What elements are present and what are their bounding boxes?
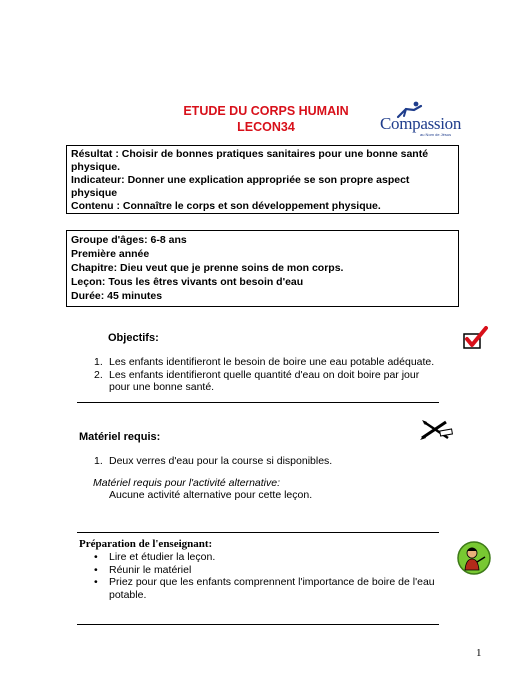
list-item: 2. Les enfants identifieront quelle quantité d'eau on doit boire par jour pour une bonne santé.	[94, 368, 420, 393]
logo-wordmark: Compassion	[380, 114, 462, 133]
compassion-logo	[380, 100, 475, 136]
logo-tagline: au Nom de Jésus	[420, 132, 452, 137]
lesson: Leçon: Tous les êtres vivants ont besoin d'eau	[71, 276, 304, 288]
list-item: • Lire et étudier la leçon.	[94, 551, 216, 563]
list-item: 1. Deux verres d'eau pour la course si disponibles.	[94, 455, 333, 467]
objectives-list	[94, 356, 444, 394]
title-line-2: LECON34	[237, 120, 295, 134]
alt-materials-text: Aucune activité alternative pour cette leçon.	[109, 489, 313, 501]
divider	[77, 532, 439, 533]
result-text: Résultat : Choisir de bonnes pratiques sanitaires pour une bonne santé physique.	[71, 148, 429, 173]
title-line-1: ETUDE DU CORPS HUMAIN	[183, 104, 349, 118]
checkmark-box-icon	[462, 326, 488, 352]
age-group: Groupe d'âges: 6-8 ans	[71, 234, 187, 246]
pencil-ruler-icon	[418, 418, 454, 442]
materials-heading: Matériel requis:	[79, 431, 161, 443]
list-item: • Réunir le matériel	[94, 563, 192, 576]
lesson-info-box	[66, 230, 459, 307]
teacher-icon	[456, 540, 492, 576]
list-item: 1. Les enfants identifieront le besoin de boire une eau potable adéquate.	[94, 356, 435, 368]
page-number: 1	[476, 647, 482, 659]
content-text: Contenu : Connaître le corps et son développement physique.	[71, 200, 381, 212]
alt-materials-heading: Matériel requis pour l'activité alternative:	[93, 477, 281, 489]
objectives-heading: Objectifs:	[108, 332, 159, 344]
duration: Durée: 45 minutes	[71, 290, 163, 302]
divider	[77, 624, 439, 625]
preparation-heading: Préparation de l'enseignant:	[79, 538, 213, 550]
divider	[77, 402, 439, 403]
outcomes-box	[66, 145, 459, 214]
preparation-list	[94, 551, 444, 601]
school-year: Première année	[71, 248, 150, 260]
chapter: Chapitre: Dieu veut que je prenne soins de mon corps.	[71, 262, 344, 274]
materials-list	[94, 455, 444, 468]
list-item: • Priez pour que les enfants comprennent l'importance de boire de l'eau potable.	[94, 576, 435, 601]
indicator-text: Indicateur: Donner une explication appropriée se son propre aspect physique	[71, 174, 410, 199]
